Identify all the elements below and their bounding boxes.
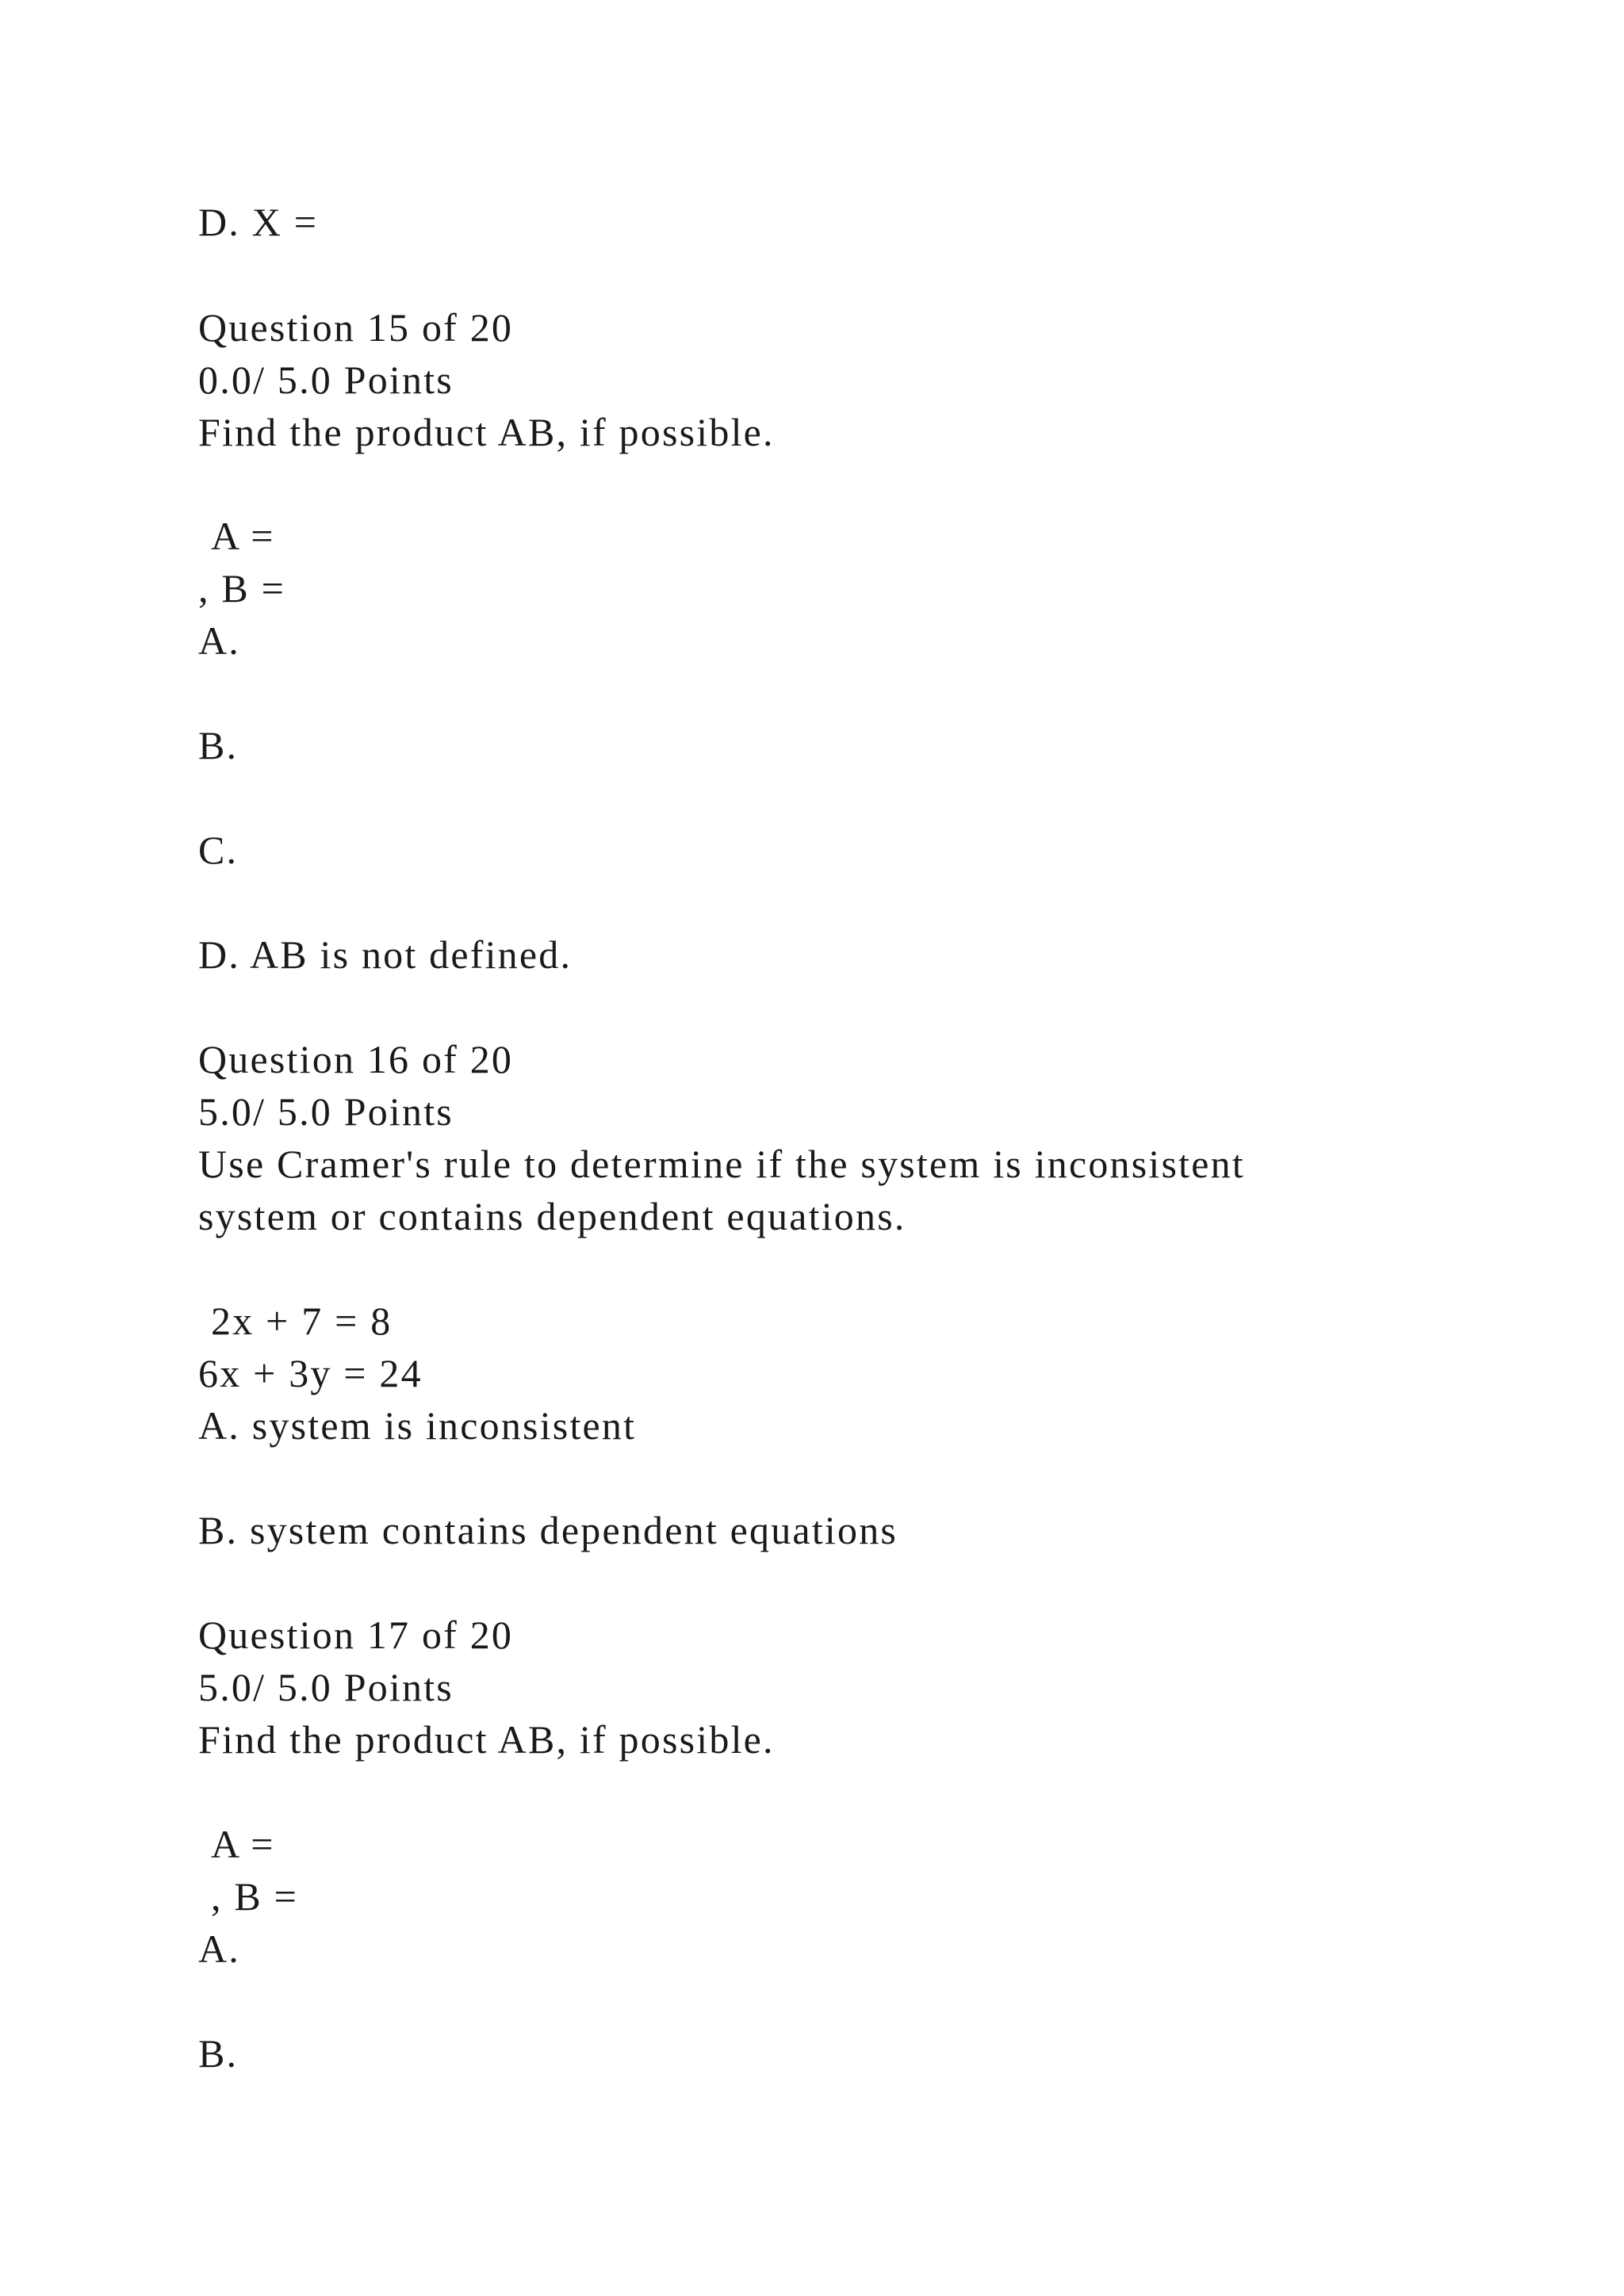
q16-equation-1: 2x + 7 = 8 xyxy=(211,1299,393,1343)
q17-matrix-a-label: A = xyxy=(211,1822,275,1866)
q16-option-a: A. system is inconsistent xyxy=(198,1403,637,1448)
q16-prompt-line2: system or contains dependent equations. xyxy=(198,1194,906,1238)
q15-prompt: Find the product AB, if possible. xyxy=(198,410,775,454)
q16-header: Question 16 of 20 xyxy=(198,1037,514,1081)
q15-option-b: B. xyxy=(198,723,239,767)
q17-header: Question 17 of 20 xyxy=(198,1613,514,1657)
q15-header: Question 15 of 20 xyxy=(198,305,514,350)
q17-points: 5.0/ 5.0 Points xyxy=(198,1665,454,1709)
q16-equation-2: 6x + 3y = 24 xyxy=(198,1351,423,1395)
q15-option-d: D. AB is not defined. xyxy=(198,932,573,977)
q17-option-a: A. xyxy=(198,1927,241,1971)
q16-points: 5.0/ 5.0 Points xyxy=(198,1089,454,1134)
q14-option-d: D. X = xyxy=(198,200,319,244)
q15-option-c: C. xyxy=(198,828,239,872)
q17-option-b: B. xyxy=(198,2031,239,2076)
q15-option-a: A. xyxy=(198,618,241,663)
q15-matrix-a-label: A = xyxy=(211,514,275,558)
q15-points: 0.0/ 5.0 Points xyxy=(198,358,454,402)
q17-matrix-b-label: , B = xyxy=(211,1874,299,1919)
q15-matrix-b-label: , B = xyxy=(198,566,286,610)
q16-prompt-line1: Use Cramer's rule to determine if the system is inconsistent xyxy=(198,1142,1245,1186)
q17-prompt: Find the product AB, if possible. xyxy=(198,1717,775,1762)
q16-option-b: B. system contains dependent equations xyxy=(198,1508,898,1552)
